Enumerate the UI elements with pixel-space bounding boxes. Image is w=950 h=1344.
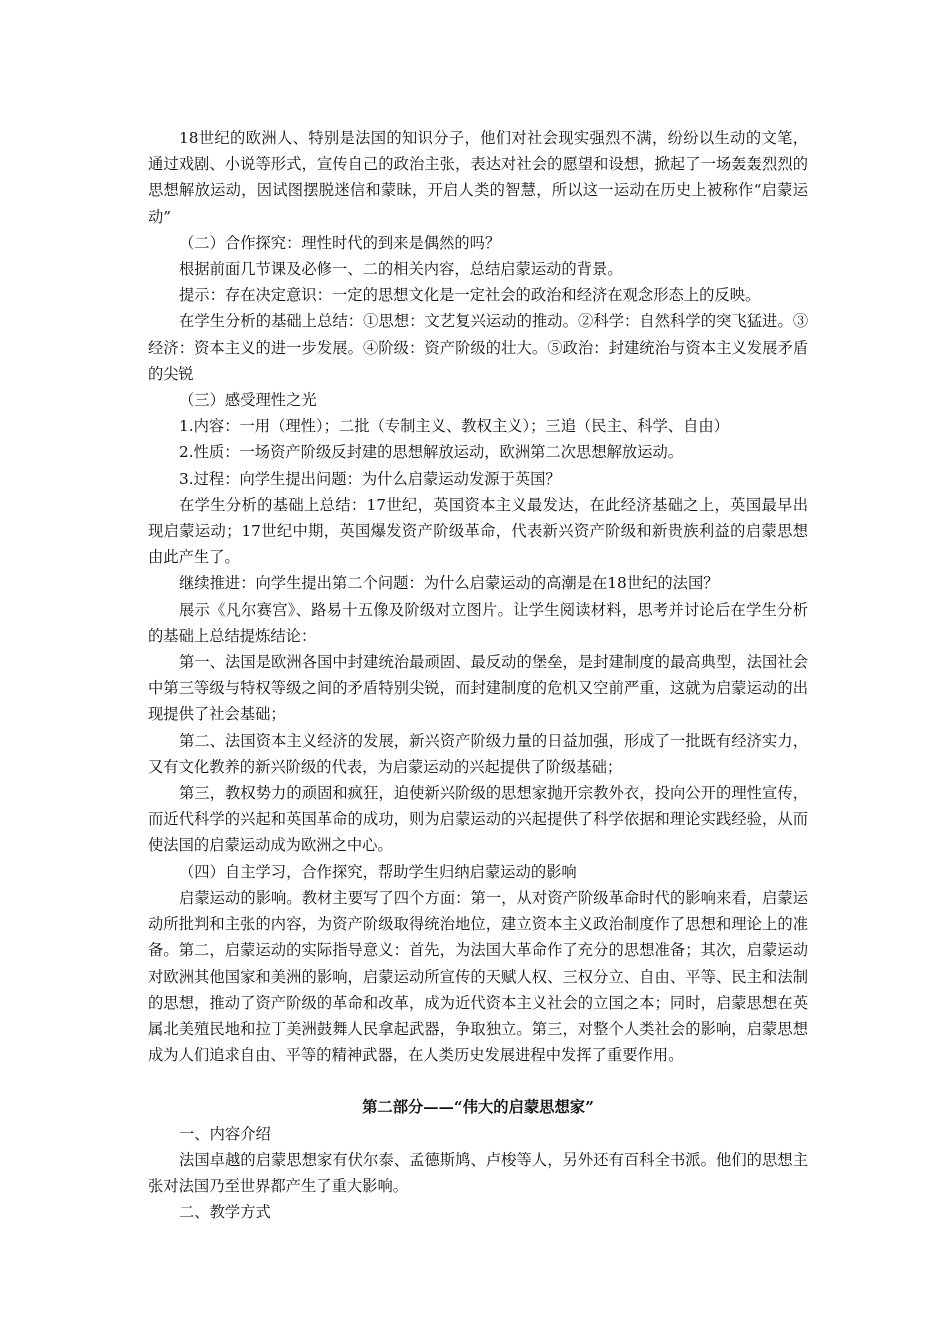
paragraph-show-materials: 展示《凡尔赛宫》、路易十五像及阶级对立图片。让学生阅读材料，思考并讨论后在学生分析的基础上总结提炼结论： [148,600,808,645]
paragraph-nature-point: 2.性质：一场资产阶级反封建的思想解放运动，欧洲第二次思想解放运动。 [179,443,684,462]
paragraph-hint: 提示：存在决定意识：一定的思想文化是一定社会的政治和经济在观念形态上的反映。 [179,286,761,305]
paragraph-thinkers-intro: 法国卓越的启蒙思想家有伏尔泰、孟德斯鸠、卢梭等人，另外还有百科全书派。他们的思想主张对法国乃至世界都产生了重大影响。 [148,1150,808,1195]
section-heading-content-intro: 一、内容介绍 [179,1124,271,1143]
paragraph-second-question: 继续推进：向学生提出第二个问题：为什么启蒙运动的高潮是在18世纪的法国？ [179,574,719,593]
paragraph-second-reason: 第二、法国资本主义经济的发展，新兴资产阶级力量的日益加强，形成了一批既有经济实力，又有文化教养的新兴阶级的代表，为启蒙运动的兴起提供了阶级基础； [148,731,808,776]
paragraph-third-reason: 第三，教权势力的顽固和疯狂，迫使新兴阶级的思想家抛开宗教外衣，投向公开的理性宣传，而近代科学的兴起和英国革命的成功，则为启蒙运动的兴起提供了科学依据和理论实践经验，从而使法国的启蒙运动成为欧洲之中心。 [148,784,808,855]
document-body [148,125,808,1225]
section-heading-light-of-reason: （三）感受理性之光 [179,391,317,410]
part-two-title: 第二部分——“伟大的启蒙思想家” [362,1098,594,1117]
paragraph-first-reason: 第一、法国是欧洲各国中封建统治最顽固、最反动的堡垒，是封建制度的最高典型，法国社会中第三等级与特权等级之间的矛盾特别尖锐，而封建制度的危机又空前严重，这就为启蒙运动的出现提供了社会基础； [148,653,808,724]
paragraph-england-summary: 在学生分析的基础上总结：17世纪，英国资本主义最发达，在此经济基础之上，英国最早出现启蒙运动；17世纪中期，英国爆发资产阶级革命，代表新兴资产阶级和新贵族利益的启蒙思想由此产生了。 [148,495,808,567]
paragraph-background-summary: 在学生分析的基础上总结：①思想：文艺复兴运动的推动。②科学：自然科学的突飞猛进。③经济：资本主义的进一步发展。④阶级：资产阶级的壮大。⑤政治：封建统治与资本主义发展矛盾的尖锐 [148,312,808,383]
paragraph-influence-details: 启蒙运动的影响。教材主要写了四个方面：第一，从对资产阶级革命时代的影响来看，启蒙运动所批判和主张的内容，为资产阶级取得统治地位，建立资本主义政治制度作了思想和理论上的准备。第二，启蒙运动的实际指导意义：首先，为法国大革命作了充分的思想准备；其次，启蒙运动对欧洲其他国家和美洲的影响，启蒙运动所宣传的天赋人权、三权分立、自由、平等、民主和法制的思想，推动了资产阶级的革命和改革，成为近代资本主义社会的立国之本；同时，启蒙思想在英属北美殖民地和拉丁美洲鼓舞人民拿起武器，争取独立。第三，对整个人类社会的影响，启蒙思想成为人们追求自由、平等的精神武器，在人类历史发展进程中发挥了重要作用。 [148,888,808,1065]
section-heading-teaching-method: 二、教学方式 [179,1203,271,1222]
paragraph-enlightenment-intro: 18世纪的欧洲人、特别是法国的知识分子，他们对社会现实强烈不满，纷纷以生动的文笔，通过戏剧、小说等形式，宣传自己的政治主张，表达对社会的愿望和设想，掀起了一场轰轰烈烈的思想解放运动，因试图摆脱迷信和蒙昧，开启人类的智慧，所以这一运动在历史上被称作“启蒙运动” [148,129,808,226]
section-heading-influence: （四）自主学习，合作探究，帮助学生归纳启蒙运动的影响 [179,862,577,881]
section-heading-cooperative-inquiry: （二）合作探究：理性时代的到来是偶然的吗？ [179,233,501,252]
paragraph-process-point: 3.过程：向学生提出问题：为什么启蒙运动发源于英国？ [179,469,561,488]
paragraph-background-task: 根据前面几节课及必修一、二的相关内容，总结启蒙运动的背景。 [179,260,623,279]
paragraph-content-point: 1.内容：一用（理性）；二批（专制主义、教权主义）；三追（民主、科学、自由） [179,417,729,436]
